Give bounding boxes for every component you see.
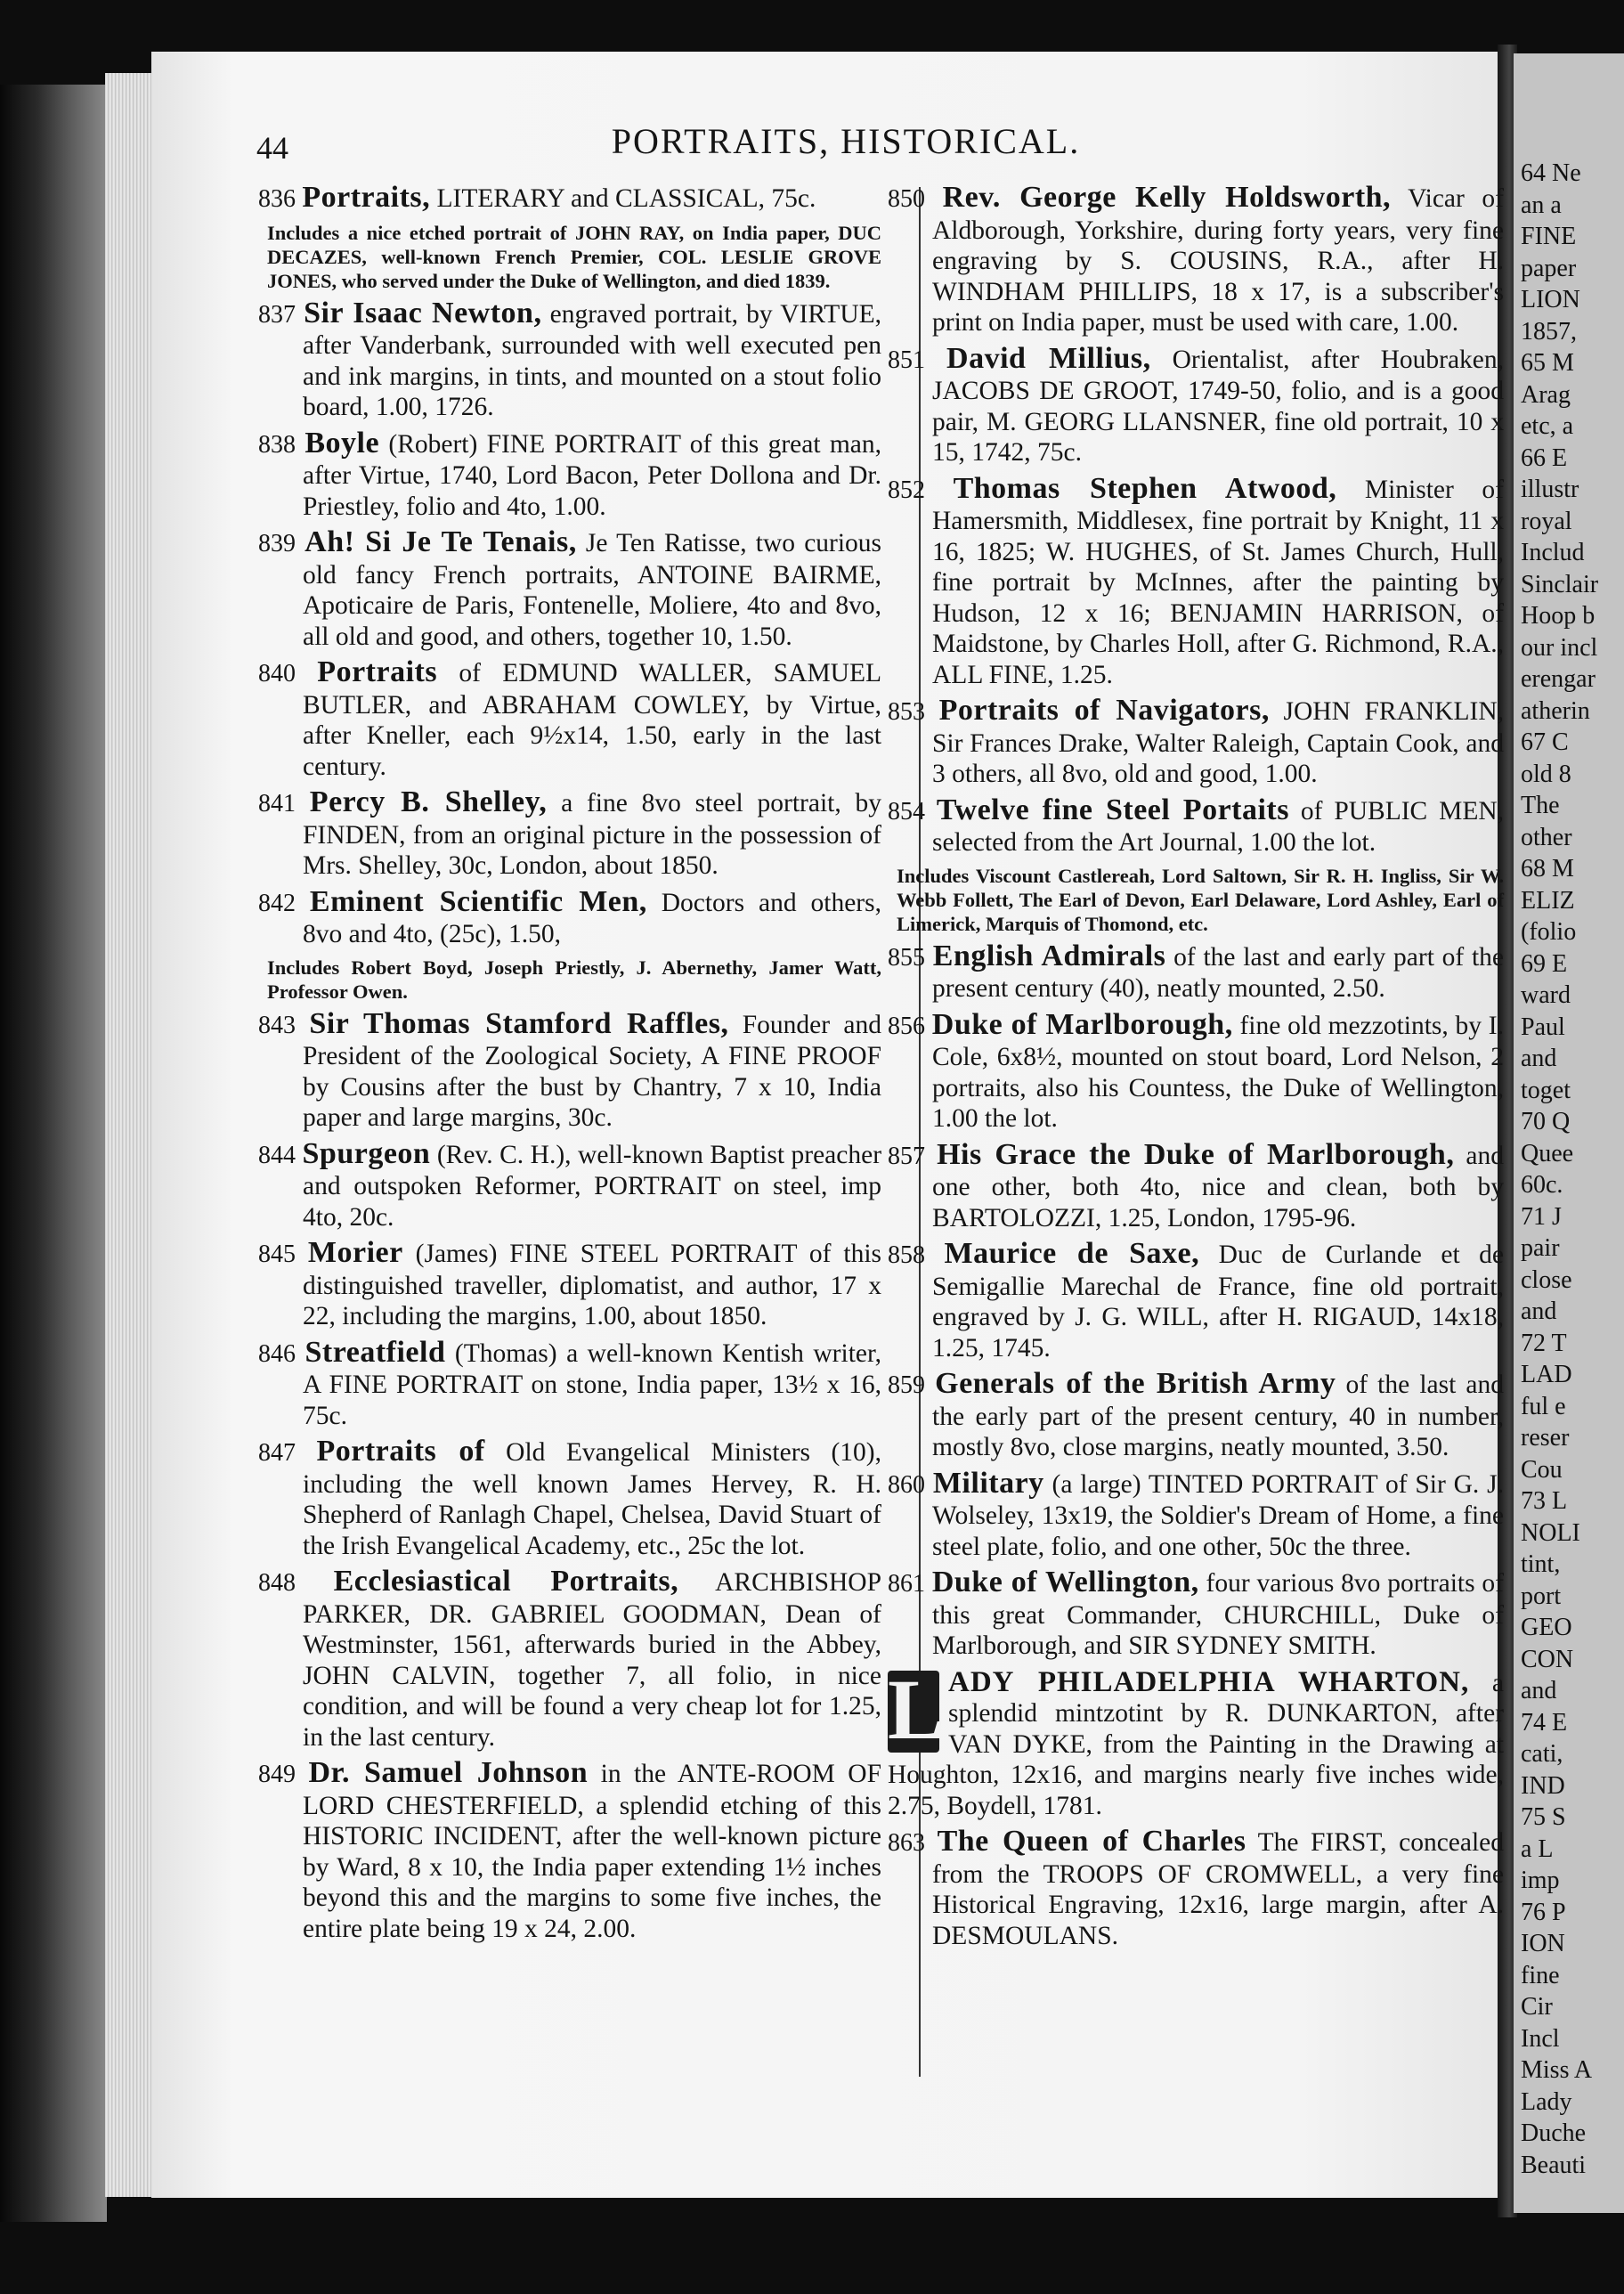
next-page-text: 60c. — [1521, 1171, 1563, 1199]
entry-title: Sir Thomas Stamford Raffles, — [309, 1006, 729, 1040]
entry-text: in the ANTE-ROOM OF LORD CHESTERFIELD, a splendid etching of this HISTORIC INCIDENT, after the well-known picture by Ward, 8 x 10, the India paper extending 1½ inches beyond this and the margins to some five inches, the entire plate being 19 x 24, 2.00. — [303, 1760, 882, 1943]
entry-title: Portraits of — [316, 1435, 485, 1468]
catalogue-entry — [888, 1007, 1505, 1135]
entry-number: 863 — [888, 1829, 925, 1857]
entry-title: Thomas Stephen Atwood, — [953, 471, 1337, 505]
next-page-text: Lady — [1521, 2087, 1572, 2116]
page-stack-edge — [105, 73, 157, 2197]
entry-title: Rev. George Kelly Holdsworth, — [942, 181, 1392, 214]
next-page-text: ELIZ — [1521, 886, 1575, 915]
entry-title: Ah! Si Je Te Tenais, — [304, 525, 577, 558]
entry-text: four various 8vo portraits of this great Commander, CHURCHILL, Duke of Marlborough, and SIR SYDNEY SMITH. — [932, 1569, 1504, 1660]
next-page-text: Sinclair — [1521, 570, 1599, 598]
entry-number: 857 — [888, 1142, 925, 1170]
catalogue-entry — [258, 1436, 881, 1561]
entry-number: 839 — [258, 530, 296, 557]
entry-number: 852 — [888, 476, 925, 504]
next-page-text: NOLI — [1521, 1518, 1580, 1547]
next-page-text: etc, a — [1521, 412, 1574, 440]
entry-number: 854 — [888, 797, 925, 826]
entry-text: Doctors and others, 8vo and 4to, (25c), 1.50, — [303, 888, 881, 948]
catalogue-entry — [258, 1758, 881, 1944]
entry-title: Portraits, — [302, 181, 431, 214]
entry-number: 838 — [258, 430, 296, 459]
next-page-text: port — [1521, 1582, 1562, 1610]
next-page-text: ION — [1521, 1930, 1565, 1957]
entry-text: of PUBLIC MEN, selected from the Art Journal, 1.00 the lot. — [932, 796, 1505, 857]
entry-text: of EDMUND WALLER, SAMUEL BUTLER, and ABRAHAM COWLEY, by Virtue, after Kneller, each 9½x14, 1.50, early in the last century. — [303, 659, 882, 781]
next-page-text: an a — [1521, 191, 1562, 219]
entry-text: (Robert) FINE PORTRAIT of this great man, after Virtue, 1740, Lord Bacon, Peter Dollona and Dr. Priestley, folio and 4to, 1.00. — [303, 429, 882, 521]
next-page-text: and — [1521, 1045, 1557, 1072]
next-page-text: 73 L — [1521, 1487, 1568, 1515]
catalogue-entry — [258, 1335, 882, 1432]
next-page-text: imp — [1521, 1867, 1560, 1894]
entry-title: Military — [932, 1466, 1044, 1500]
entry-number: 845 — [258, 1241, 296, 1268]
running-head — [249, 120, 1442, 165]
next-page-text: 64 Ne — [1521, 159, 1581, 187]
next-page-text: 1857, — [1521, 317, 1577, 346]
next-page-text: ful e — [1521, 1392, 1566, 1420]
catalogue-entry — [888, 1468, 1504, 1563]
next-page-text: Hoop b — [1521, 602, 1596, 630]
next-page-text: IND — [1521, 1771, 1565, 1800]
entry-text: fine old mezzotints, by I. Cole, 6x8½, mounted on stout board, Lord Nelson, 2 portraits, also his Countess, the Duke of Wellington, 1.00 the lot. — [932, 1011, 1505, 1133]
next-page-text: FINE — [1521, 223, 1577, 250]
entry-number: 855 — [888, 943, 925, 972]
entry-text: Duc de Curlande et de Semigallie Marechal de France, fine old portrait, engraved by J. G. WILL, after H. RIGAUD, 14x18, 1.25, 1745. — [932, 1241, 1505, 1363]
next-page-text: LAD — [1521, 1361, 1572, 1388]
entry-text: LITERARY and CLASSICAL, 75c. — [436, 184, 816, 213]
entry-text: Vicar of Aldborough, Yorkshire, during forty years, very fine engraving by S. COUSINS, R.A., after H. WINDHAM PHILLIPS, 18 x 17, is a subscriber's print on India paper, must be used with care, 1.00. — [932, 184, 1505, 337]
special-entry — [888, 1661, 1504, 1822]
next-page-text: CON — [1521, 1645, 1574, 1673]
next-page-text: old 8 — [1521, 760, 1571, 788]
catalogue-entry — [888, 795, 1504, 858]
entry-title: Duke of Wellington, — [931, 1566, 1199, 1598]
entry-title: Spurgeon — [302, 1136, 431, 1170]
entry-title: Portraits of Navigators, — [938, 694, 1270, 727]
entry-number: 859 — [888, 1371, 925, 1399]
next-page-text: royal — [1521, 507, 1572, 535]
catalogue-entry — [258, 298, 881, 423]
book-spine-left — [0, 85, 107, 2222]
next-page-text: Includ — [1521, 539, 1585, 566]
catalogue-entry — [888, 471, 1505, 691]
catalogue-entry — [888, 341, 1505, 468]
next-page-text: 70 Q — [1521, 1108, 1571, 1135]
next-page-text: pair — [1521, 1234, 1560, 1262]
next-page-text: other — [1521, 823, 1572, 851]
entry-title: David Millius, — [946, 341, 1151, 375]
right-column — [888, 183, 1504, 1956]
next-page-text: atherin — [1521, 696, 1590, 725]
next-page-text: and — [1521, 1677, 1557, 1704]
catalogue-entry — [258, 1238, 881, 1332]
next-page-text: The — [1521, 792, 1560, 819]
next-page-text: (folio — [1521, 918, 1577, 946]
entry-number: 842 — [258, 889, 296, 917]
entry-number: 840 — [258, 660, 296, 687]
entry-number: 858 — [888, 1241, 925, 1269]
entry-text: of the last and early part of the present century (40), neatly mounted, 2.50. — [932, 942, 1505, 1003]
next-page-text: erengar — [1521, 665, 1596, 693]
entry-title: His Grace the Duke of Marlborough, — [937, 1137, 1455, 1171]
next-page-text: Cir — [1521, 1993, 1553, 2021]
next-page-text: fine — [1521, 1961, 1560, 1989]
entry-title: Eminent Scientific Men, — [309, 884, 647, 918]
entry-text: (James) FINE STEEL PORTRAIT of this distinguished traveller, diplomatist, and author, 17 x 22, including the margins, 1.00, about 1850. — [303, 1240, 882, 1330]
catalogue-entry — [258, 1136, 882, 1233]
special-entry-title: ADY PHILADELPHIA WHARTON, — [948, 1665, 1470, 1698]
entry-text: Old Evangelical Ministers (10), including the well known James Hervey, R. H. Shepherd of Ranlagh Chapel, Chelsea, David Stuart of the Irish Evangelical Academy, etc., 25c the lot. — [303, 1438, 881, 1560]
entry-title: Portraits — [317, 655, 438, 688]
next-page-text: 72 T — [1521, 1329, 1567, 1357]
next-page-text: and — [1521, 1297, 1557, 1325]
next-page-text: 74 E — [1521, 1708, 1568, 1737]
next-page-text: Arag — [1521, 380, 1571, 409]
entry-text: of the last and the early part of the present century, 40 in number, mostly 8vo, close margins, neatly mounted, 3.50. — [932, 1371, 1505, 1461]
next-page-text: illustr — [1521, 476, 1579, 503]
entry-title: English Admirals — [932, 939, 1166, 972]
next-page-text: tint, — [1521, 1550, 1561, 1578]
entry-title: Morier — [307, 1236, 403, 1269]
catalogue-entry — [258, 428, 881, 523]
next-page-text: LION — [1521, 286, 1580, 313]
next-page-text: Miss A — [1521, 2056, 1593, 2084]
next-page-text: our incl — [1521, 633, 1598, 662]
entry-text: JOHN FRANKLIN, Sir Frances Drake, Walter Raleigh, Captain Cook, and 3 others, all 8vo, old and good, 1.00. — [932, 697, 1505, 788]
entry-text: (Rev. C. H.), well-known Baptist preacher and outspoken Reformer, PORTRAIT on steel, imp 4to, 20c. — [303, 1140, 882, 1232]
entry-title: Boyle — [304, 426, 380, 460]
entry-text: and one other, both 4to, nice and clean, both by BARTOLOZZI, 1.25, London, 1795-96. — [932, 1141, 1505, 1232]
entry-number: 837 — [258, 300, 296, 329]
next-page-text: 69 E — [1521, 949, 1568, 978]
entry-title: Maurice de Saxe, — [944, 1237, 1200, 1270]
next-page-text: Duche — [1521, 2119, 1587, 2147]
entry-title: Twelve fine Steel Portaits — [936, 793, 1289, 826]
entry-number: 841 — [258, 790, 296, 818]
entry-number: 849 — [258, 1761, 296, 1788]
entry-title: Ecclesiastical Portraits, — [333, 1565, 679, 1598]
drop-cap: L — [888, 1661, 946, 1757]
entry-note: Includes a nice etched portrait of JOHN RAY, on India paper, DUC DECAZES, well-known French Premier, COL. LESLIE GROVE JONES, who served under the Duke of Wellington, and died 1839. — [267, 221, 881, 292]
next-page-text: 75 S — [1521, 1803, 1566, 1831]
entry-number: 856 — [888, 1012, 925, 1040]
entry-text: (Thomas) a well-known Kentish writer, A FINE PORTRAIT on stone, India paper, 13½ x 16, 75c. — [303, 1338, 882, 1430]
entry-text: Minister of Hamersmith, Middlesex, fine portrait by Knight, 11 x 16, 1825; W. HUGHES, of St. James Church, Hull, fine portrait by McInnes, after the painting by Hudson, 12 x 16; BENJAMIN HARRISON, of Maidstone, by Charles Holl, after G. Richmond, R.A., ALL FINE, 1.25. — [932, 475, 1505, 689]
entry-title: Sir Isaac Newton, — [304, 296, 542, 329]
next-page-text: a L — [1521, 1834, 1554, 1863]
entry-number: 847 — [258, 1439, 296, 1467]
entry-number: 860 — [888, 1470, 925, 1499]
entry-text: The FIRST, concealed from the TROOPS OF CROMWELL, a very fine Historical Engraving, 12x16, large margin, after A. DESMOULANS. — [932, 1828, 1505, 1950]
catalogue-entry — [888, 1239, 1504, 1363]
entry-title: Generals of the British Army — [935, 1367, 1336, 1400]
catalogue-entry — [888, 696, 1504, 790]
entry-text: Founder and President of the Zoological Society, A FINE PROOF by Cousins after the bust by Chantry, 7 x 10, India paper and large margins, 30c. — [303, 1010, 882, 1132]
catalogue-entry — [258, 1566, 881, 1753]
catalogue-entry-final — [888, 1826, 1504, 1951]
entry-title: Dr. Samuel Johnson — [308, 1756, 589, 1789]
entry-text: ARCHBISHOP PARKER, DR. GABRIEL GOODMAN, Dean of Westminster, 1561, afterwards buried in the Abbey, JOHN CALVIN, together 7, all folio, in nice condition, and will be found a very cheap lot for 1.25, in the last century. — [303, 1568, 882, 1752]
entry-number: 861 — [888, 1570, 925, 1598]
next-page-text: 67 C — [1521, 728, 1569, 756]
catalogue-entry — [258, 183, 881, 216]
next-page-text: 71 J — [1521, 1202, 1562, 1231]
entry-number: 853 — [888, 698, 925, 726]
next-page-text: Incl — [1521, 2024, 1560, 2053]
entry-number: 844 — [258, 1141, 296, 1169]
catalogue-entry — [888, 1567, 1504, 1662]
page-number: 44 — [256, 130, 288, 166]
catalogue-entry — [258, 1006, 882, 1134]
next-page-text: 68 M — [1521, 855, 1574, 883]
next-page-text: close — [1521, 1265, 1572, 1294]
special-entry-text: a splendid mintzotint by R. DUNKARTON, after VAN DYKE, from the Painting in the Drawing at Houghton, 12x16, and margins nearly five inches wide, 2.75, Boydell, 1781. — [888, 1668, 1504, 1820]
next-page-text: Quee — [1521, 1139, 1574, 1167]
catalogue-entry — [258, 657, 881, 782]
catalogue-entry — [258, 527, 881, 652]
catalogue-entry — [258, 884, 881, 950]
entry-number: 843 — [258, 1011, 296, 1039]
entry-text: engraved portrait, by VIRTUE, after Vanderbank, surrounded with well executed pen and ink margins, in tints, and mounted on a stout folio board, 1.00, 1726. — [303, 299, 882, 421]
next-page-text: Paul — [1521, 1013, 1565, 1041]
next-page-text: GEO — [1521, 1614, 1572, 1641]
entry-title: Duke of Marlborough, — [931, 1007, 1233, 1041]
entry-number: 850 — [888, 185, 925, 213]
entry-number: 851 — [888, 346, 925, 374]
catalogue-entry — [888, 183, 1504, 338]
catalogue-entry — [888, 1369, 1504, 1463]
next-page-text: Beauti — [1521, 2151, 1587, 2179]
entry-title: Streatfield — [304, 1335, 446, 1369]
entry-title: Percy B. Shelley, — [309, 785, 548, 818]
entry-text: (a large) TINTED PORTRAIT of Sir G. J. Wolseley, 13x19, the Soldier's Dream of Home, a fine steel plate, folio, and one other, 50c the three. — [932, 1469, 1504, 1561]
entry-title: The Queen of Charles — [937, 1825, 1246, 1858]
next-page-text: 66 E — [1521, 443, 1568, 472]
catalogue-entry — [888, 1137, 1505, 1234]
next-page-text: cati, — [1521, 1740, 1563, 1768]
entry-text: a fine 8vo steel portrait, by FINDEN, from an original picture in the possession of Mrs. Shelley, 30c, London, about 1850. — [303, 789, 881, 880]
next-page-fragment — [1514, 53, 1624, 2213]
entry-note: Includes Viscount Castlereah, Lord Saltown, Sir R. H. Ingliss, Sir W. Webb Follett, The Earl of Devon, Earl Delaware, Lord Ashley, Earl of Limerick, Marquis of Thomond, etc. — [897, 864, 1504, 935]
entry-number: 846 — [258, 1339, 296, 1368]
next-page-text: Cou — [1521, 1455, 1563, 1484]
next-page-text: paper — [1521, 254, 1577, 282]
entry-number: 848 — [258, 1569, 296, 1597]
entry-text: Je Ten Ratisse, two curious old fancy French portraits, ANTOINE BAIRME, Apoticaire de Paris, Fontenelle, Moliere, 4to and 8vo, all old and good, and others, together 10, 1.50. — [303, 529, 882, 651]
entry-text: Orientalist, after Houbraken, JACOBS DE GROOT, 1749-50, folio, and is a good pair, M. GEORG LLANSNER, fine old portrait, 10 x 15, 1742, 75c. — [932, 345, 1505, 467]
next-page-text: toget — [1521, 1076, 1571, 1104]
next-page-text: reser — [1521, 1424, 1570, 1452]
next-page-text: ward — [1521, 981, 1571, 1009]
catalogue-entry — [258, 787, 881, 882]
left-column — [258, 183, 881, 1949]
page-title: PORTRAITS, HISTORICAL. — [611, 121, 1081, 161]
entry-note: Includes Robert Boyd, Joseph Priestly, J. Abernethy, Jamer Watt, Professor Owen. — [267, 956, 881, 1003]
next-page-text: 65 M — [1521, 349, 1574, 377]
catalogue-entry — [888, 941, 1504, 1005]
next-page-text: 76 P — [1521, 1898, 1566, 1926]
entry-number: 836 — [258, 185, 296, 213]
